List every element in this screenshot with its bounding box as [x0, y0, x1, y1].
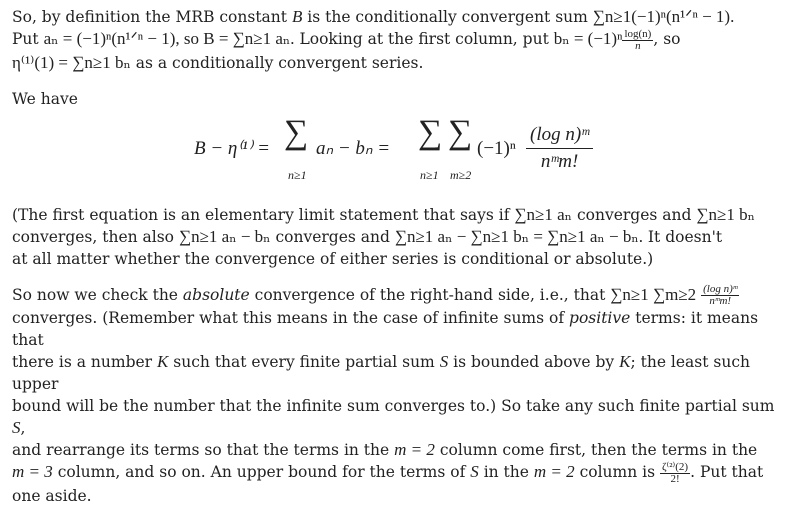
- summation-symbol: ∑: [448, 113, 473, 151]
- text: It doesn't: [647, 227, 723, 246]
- display-equation: [12, 113, 780, 190]
- math-fraction: [622, 29, 653, 52]
- summation-symbol: ∑: [284, 113, 309, 151]
- text: converges and: [275, 227, 390, 246]
- fraction-denominator: nᵐm!: [709, 295, 732, 307]
- math-double-sum: ∑n≥1 ∑m≥2: [610, 284, 697, 304]
- text: column is: [579, 463, 656, 481]
- line: [12, 28, 780, 52]
- emphasis: positive: [569, 309, 631, 327]
- text: there is a number: [12, 353, 153, 371]
- equation-term: aₙ − bₙ =: [316, 137, 391, 159]
- math-an-def: aₙ = (−1)ⁿ(n¹ᐟⁿ − 1), so B = ∑n≥1 aₙ.: [43, 29, 295, 48]
- line: [12, 204, 780, 226]
- text: in the: [483, 463, 529, 481]
- text: ,: [20, 419, 26, 437]
- text: . Put that: [690, 463, 764, 481]
- text: one aside.: [12, 486, 92, 505]
- math-mrb-sum: ∑n≥1(−1)ⁿ(n¹ᐟⁿ − 1).: [592, 7, 735, 26]
- line: [12, 284, 780, 308]
- line: [12, 307, 780, 351]
- math-m-equals: m = 3: [12, 462, 53, 481]
- math-sum: ∑n≥1 aₙ − bₙ: [178, 226, 271, 246]
- text: converges and: [576, 205, 692, 224]
- text: converges. (Remember what this means in the case of infinite sums of: [12, 309, 565, 327]
- math-m-equals: m = 2: [533, 462, 575, 481]
- line: [12, 439, 780, 461]
- text: bound will be the number that the infinite sum converges to.) So take any such finite partial sum: [12, 397, 775, 415]
- text: convergence of the right-hand side, i.e., that: [254, 285, 606, 304]
- line: [12, 6, 780, 28]
- equation-lhs: B − η⁽¹⁾ =: [194, 137, 270, 159]
- line: [12, 351, 780, 395]
- line: [12, 226, 780, 248]
- text: ; the least such upper: [12, 353, 751, 393]
- fraction-numerator: ζ⁽²⁾(2): [662, 460, 689, 473]
- summation-limit: n≥1: [420, 167, 439, 182]
- emphasis: absolute: [182, 285, 250, 304]
- fraction-denominator: nᵐm!: [540, 150, 579, 172]
- text: is bounded above by: [453, 353, 615, 371]
- text: So, by definition the MRB constant: [12, 8, 288, 26]
- text: Put: [12, 30, 39, 48]
- fraction-numerator: log(n): [624, 27, 652, 40]
- math-sum: ∑n≥1 aₙ: [514, 204, 573, 224]
- math-eta-def: η⁽¹⁾(1) = ∑n≥1 bₙ: [12, 52, 131, 72]
- line: [12, 485, 780, 507]
- math-fraction: [660, 462, 690, 485]
- summation-symbol: ∑: [418, 113, 443, 151]
- text: is the conditionally convergent sum: [307, 8, 588, 26]
- paragraph-absolute-convergence: [12, 284, 780, 507]
- fraction-denominator: 2!: [670, 472, 680, 485]
- math-bn-def: bₙ = (−1)ⁿ: [553, 29, 623, 48]
- math-var-s: S: [470, 462, 479, 481]
- text: We have: [12, 89, 78, 108]
- summation-limit: n≥1: [288, 167, 307, 182]
- math-m-equals: m = 2: [394, 440, 435, 459]
- equation-sign-factor: (−1)ⁿ: [477, 137, 516, 159]
- summation-limit: m≥2: [450, 167, 472, 182]
- text: converges, then also: [12, 227, 175, 246]
- math-fraction: [701, 284, 739, 307]
- text: So now we check the: [12, 285, 178, 304]
- paragraph-limit-statement: [12, 204, 780, 270]
- text: at all matter whether the convergence of either series is conditional or absolute.): [12, 249, 654, 268]
- fraction-numerator: (log n)ᵐ: [526, 124, 593, 149]
- fraction-numerator: (log n)ᵐ: [703, 283, 738, 295]
- text: such that every finite partial sum: [173, 353, 435, 371]
- math-sum-equality: ∑n≥1 aₙ − ∑n≥1 bₙ = ∑n≥1 aₙ − bₙ.: [394, 226, 643, 246]
- text: and rearrange its terms so that the terms in the: [12, 441, 390, 459]
- text: (The first equation is an elementary limit statement that says if: [12, 205, 510, 224]
- text: terms: it means that: [12, 309, 759, 349]
- line: [12, 395, 780, 439]
- text: , so: [653, 30, 681, 48]
- line: [12, 461, 780, 485]
- paragraph-definition: [12, 6, 780, 74]
- text: Looking at the first column, put: [299, 30, 549, 48]
- text: column come first, then the terms in the: [439, 441, 758, 459]
- math-var-s: S: [439, 352, 449, 371]
- math-var-k: K: [619, 352, 631, 371]
- line: [12, 248, 780, 270]
- paragraph-we-have: [12, 88, 780, 110]
- equation-fraction: [526, 124, 593, 173]
- fraction-denominator: n: [635, 39, 641, 52]
- line: [12, 52, 780, 74]
- math-var-k: K: [157, 352, 169, 371]
- math-var-s: S: [12, 418, 21, 437]
- math-sum: ∑n≥1 bₙ: [696, 204, 755, 224]
- text: as a conditionally convergent series.: [135, 53, 424, 72]
- math-var-b: B: [291, 7, 303, 26]
- text: column, and so on. An upper bound for the terms of: [57, 463, 466, 481]
